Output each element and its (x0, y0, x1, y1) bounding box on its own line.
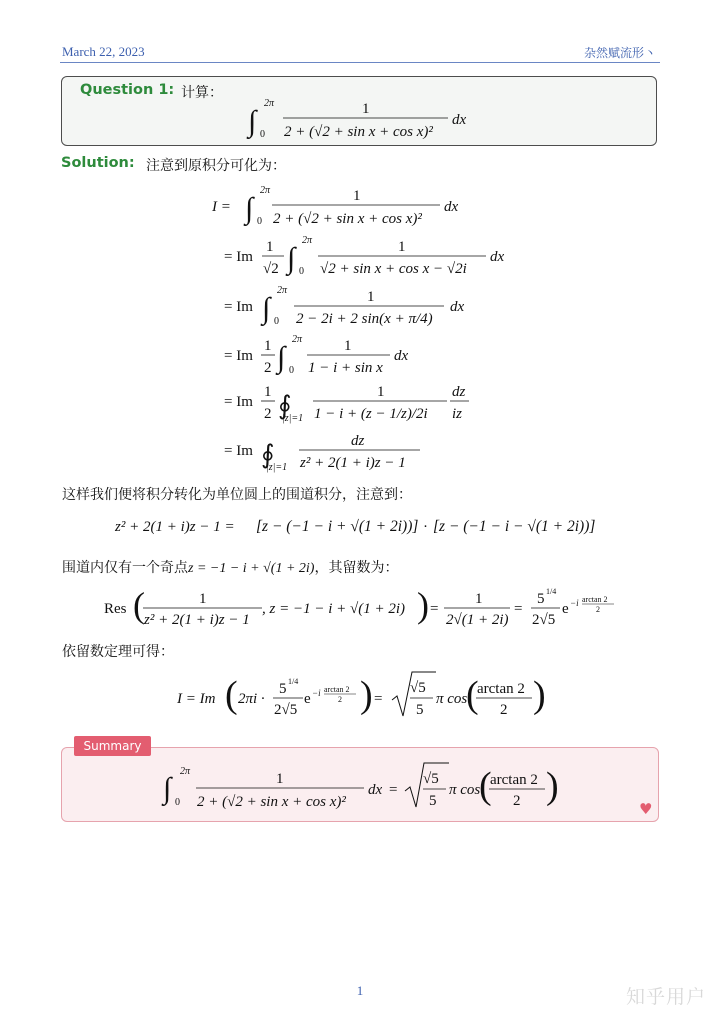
five: 5 (279, 681, 287, 697)
exp-two: 2 (338, 695, 342, 704)
contour-subscript: |z|=1 (266, 462, 288, 473)
dx: dx (368, 782, 383, 798)
contour-integral-sign: ∮ (261, 440, 275, 469)
question-label: Question 1: (80, 82, 175, 98)
exp-arctan: arctan 2 (324, 685, 350, 694)
denominator: 2 + (√2 + sin x + cos x)² (273, 211, 422, 227)
numerator: 1 (276, 771, 284, 787)
iz-den: iz (452, 406, 463, 422)
factor-a: [z − (−1 − i + √(1 + 2i))] (256, 518, 419, 535)
paren-open: ( (133, 585, 145, 625)
paren-close: ) (417, 585, 429, 625)
eq-2: = (514, 601, 523, 617)
lower-limit: 0 (175, 797, 180, 808)
coef-num: 1 (266, 239, 274, 255)
numerator: dz (351, 433, 365, 449)
summary-formula (161, 763, 559, 810)
quarter-exp: 1/4 (546, 587, 557, 596)
upper-limit: 2π (302, 235, 313, 246)
page-number: 1 (356, 983, 364, 998)
im-prefix: = Im (224, 249, 253, 265)
numerator: 1 (362, 101, 370, 117)
derivation-line-2 (224, 235, 505, 277)
eq-1: = (430, 601, 439, 617)
header-date: March 22, 2023 (62, 44, 145, 59)
res-label: Res (104, 601, 127, 617)
exp-i: −i (312, 688, 321, 698)
solution-label: Solution: (61, 155, 135, 171)
derivation-line-6 (224, 433, 420, 473)
lower-limit: 0 (260, 129, 265, 140)
residue-note: 依留数定理可得： (62, 644, 174, 660)
lower-limit: 0 (289, 365, 294, 376)
contour-subscript: |z|=1 (282, 413, 304, 424)
denominator: √2 + sin x + cos x − √2i (320, 261, 467, 277)
arctan-den: 2 (513, 793, 521, 809)
lhs: I = (212, 199, 231, 215)
exp-two: 2 (596, 605, 600, 614)
upper-limit: 2π (277, 285, 288, 296)
exp-arctan: arctan 2 (582, 595, 608, 604)
two-root5: 2√5 (274, 702, 298, 718)
pi-cos: π cos (436, 691, 468, 707)
lower-limit: 0 (274, 316, 279, 327)
res-pole: , z = −1 − i + √(1 + 2i) (262, 601, 406, 617)
val-num: 1 (475, 591, 483, 607)
im-prefix: = Im (224, 443, 253, 459)
numerator: 1 (377, 384, 385, 400)
dz-num: dz (452, 384, 466, 400)
residue-equation (104, 585, 614, 628)
coef-den: 2 (264, 406, 272, 422)
res-num: 1 (199, 591, 207, 607)
integral-sign: ∫ (262, 292, 271, 325)
root5-num: √5 (410, 680, 426, 696)
e-char: e (304, 691, 311, 707)
val-den: 2√(1 + 2i) (446, 612, 509, 628)
dx: dx (450, 299, 465, 315)
contour-integral-sign: ∮ (278, 391, 292, 420)
derivation-line-5 (224, 384, 469, 424)
derivation-line-1 (211, 185, 459, 227)
final-result (176, 672, 546, 718)
arctan-den: 2 (500, 702, 508, 718)
final-I: I = Im (177, 691, 216, 707)
summary-tab: Summary (74, 736, 151, 756)
exp-i: −i (570, 598, 579, 608)
factor-dot: · (423, 519, 428, 535)
denominator: 2 − 2i + 2 sin(x + π/4) (296, 311, 433, 327)
integral-sign: ∫ (277, 341, 286, 374)
arctan-num: arctan 2 (490, 772, 538, 788)
heart-suit-icon: ♥ (639, 800, 653, 818)
factorization (114, 518, 595, 535)
integral-sign: ∫ (248, 105, 257, 138)
coef-den: √2 (263, 261, 279, 277)
denominator: z² + 2(1 + i)z − 1 (300, 455, 406, 471)
two-root5: 2√5 (532, 612, 556, 628)
coef-num: 1 (264, 338, 272, 354)
five: 5 (537, 591, 545, 607)
dx: dx (394, 348, 409, 364)
denominator: 2 + (√2 + sin x + cos x)² (197, 794, 346, 810)
factor-lhs: z² + 2(1 + i)z − 1 = (115, 519, 235, 535)
integral-sign: ∫ (245, 192, 254, 225)
eq: = (389, 782, 398, 798)
question-prompt: 计算： (181, 85, 223, 101)
dx: dx (490, 249, 505, 265)
numerator: 1 (353, 188, 361, 204)
numerator: 1 (398, 239, 406, 255)
question-integral (246, 98, 467, 140)
integral-sign: ∫ (163, 772, 172, 805)
solution-intro: 注意到原积分可化为： (146, 158, 286, 174)
pole-note-expr: z = −1 − i + √(1 + 2i) (188, 561, 315, 576)
im-prefix: = Im (224, 299, 253, 315)
paren-open-2: ( (466, 674, 479, 716)
paren-open: ( (225, 674, 238, 716)
derivation-line-4 (224, 334, 409, 376)
paren-close-2: ) (533, 674, 546, 716)
upper-limit: 2π (264, 98, 275, 109)
pi-cos: π cos (449, 782, 481, 798)
numerator: 1 (344, 338, 352, 354)
lower-limit: 0 (299, 266, 304, 277)
eq: = (374, 691, 383, 707)
upper-limit: 2π (180, 766, 191, 777)
pole-note-a: 围道内仅有一个奇点 (62, 560, 188, 576)
coef-num: 1 (264, 384, 272, 400)
upper-limit: 2π (260, 185, 271, 196)
root5-num: √5 (423, 771, 439, 787)
e-char: e (562, 601, 569, 617)
paren-close: ) (360, 674, 373, 716)
coef-den: 2 (264, 360, 272, 376)
contour-note: 这样我们便将积分转化为单位圆上的围道积分，注意到： (62, 487, 412, 503)
header-author: 杂然赋流形丶 (583, 46, 656, 60)
paren-close: ) (546, 765, 559, 807)
denominator: 1 − i + sin x (308, 360, 383, 376)
two-pi-i: 2πi · (238, 691, 265, 707)
quarter-exp: 1/4 (288, 677, 299, 686)
integral-sign: ∫ (287, 242, 296, 275)
dx: dx (452, 112, 467, 128)
pole-note-b: ，其留数为： (314, 560, 399, 576)
watermark: 知乎用户 (625, 986, 706, 1008)
lower-limit: 0 (257, 216, 262, 227)
root5-den: 5 (416, 702, 424, 718)
derivation-line-3 (224, 285, 465, 327)
denominator: 1 − i + (z − 1/z)/2i (314, 406, 428, 422)
arctan-num: arctan 2 (477, 681, 525, 697)
denominator: 2 + (√2 + sin x + cos x)² (284, 124, 433, 140)
root5-den: 5 (429, 793, 437, 809)
factor-b: [z − (−1 − i − √(1 + 2i))] (433, 518, 596, 535)
paren-open: ( (479, 765, 492, 807)
im-prefix: = Im (224, 394, 253, 410)
numerator: 1 (367, 289, 375, 305)
res-den: z² + 2(1 + i)z − 1 (144, 612, 250, 628)
dx: dx (444, 199, 459, 215)
im-prefix: = Im (224, 348, 253, 364)
upper-limit: 2π (292, 334, 303, 345)
